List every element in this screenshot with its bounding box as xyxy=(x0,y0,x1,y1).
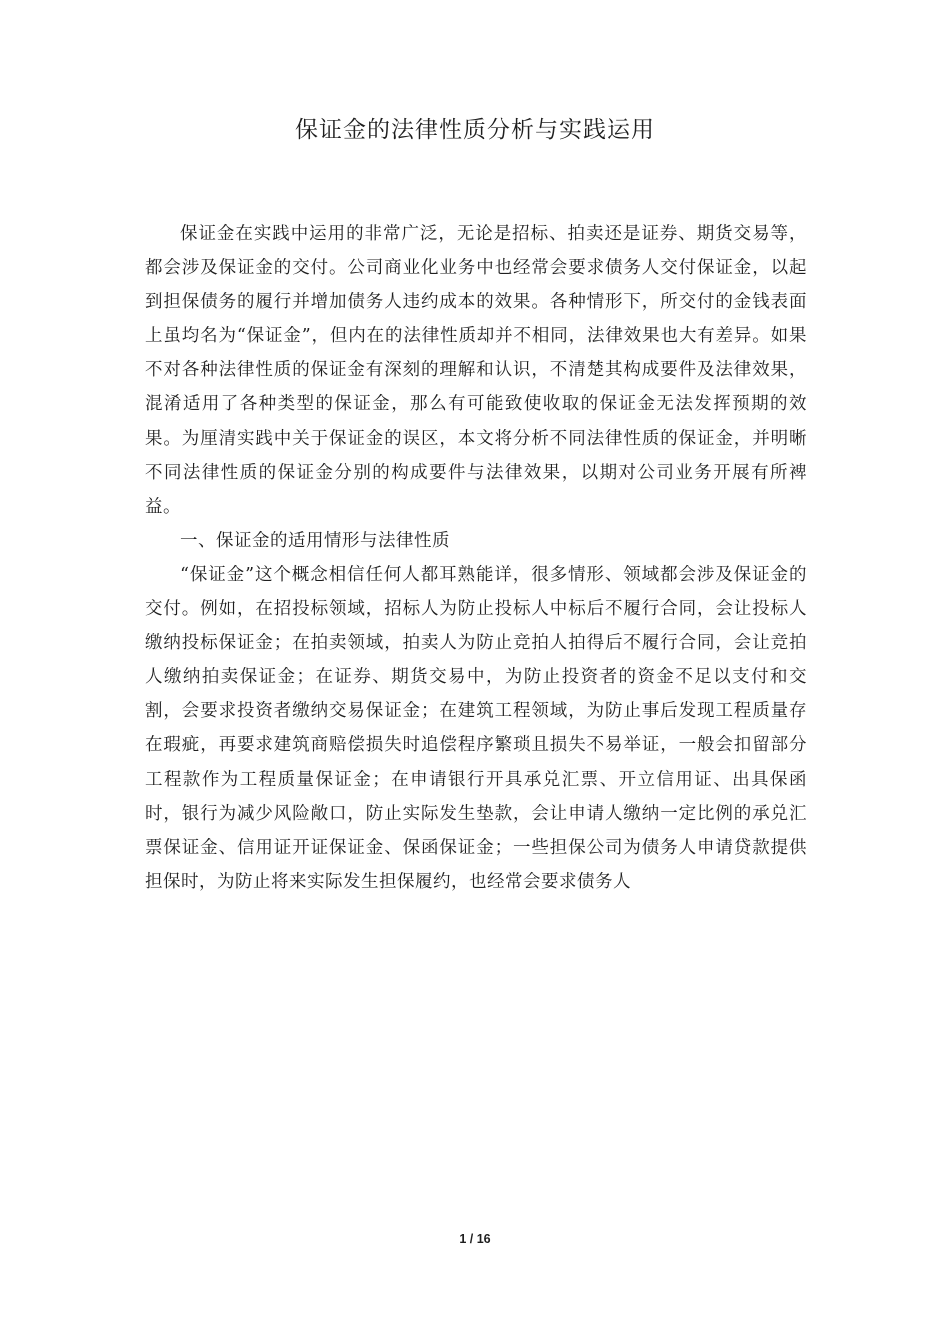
document-title: 保证金的法律性质分析与实践运用 xyxy=(295,117,655,143)
document-body xyxy=(145,217,807,899)
page-number: 1 / 16 xyxy=(459,1232,491,1246)
section-heading: 一、保证金的适用情形与法律性质 xyxy=(180,530,450,551)
section-paragraph: “保证金”这个概念相信任何人都耳熟能详，很多情形、领域都会涉及保证金的交付。例如，在招投标领域，招标人为防止投标人中标后不履行合同，会让投标人缴纳投标保证金；在拍卖领域，拍卖人为防止竞拍人拍得后不履行合同，会让竞拍人缴纳拍卖保证金；在证券、期货交易中，为防止投资者的资金不足以支付和交割，会要求投资者缴纳交易保证金；在建筑工程领域，为防止事后发现工程质量存在瑕疵，再要求建筑商赔偿损失时追偿程序繁琐且损失不易举证，一般会扣留部分工程款作为工程质量保证金；在申请银行开具承兑汇票、开立信用证、出具保函时，银行为减少风险敞口，防止实际发生垫款，会让申请人缴纳一定比例的承兑汇票保证金、信用证开证保证金、保函保证金；一些担保公司为债务人申请贷款提供担保时，为防止将来实际发生担保履约，也经常会要求债务人 xyxy=(145,564,807,892)
intro-paragraph: 保证金在实践中运用的非常广泛，无论是招标、拍卖还是证券、期货交易等，都会涉及保证金的交付。公司商业化业务中也经常会要求债务人交付保证金，以起到担保债务的履行并增加债务人违约成本的效果。各种情形下，所交付的金钱表面上虽均名为“保证金”，但内在的法律性质却并不相同，法律效果也大有差异。如果不对各种法律性质的保证金有深刻的理解和认识，不清楚其构成要件及法律效果，混淆适用了各种类型的保证金，那么有可能致使收取的保证金无法发挥预期的效果。为厘清实践中关于保证金的误区，本文将分析不同法律性质的保证金，并明晰不同法律性质的保证金分别的构成要件与法律效果，以期对公司业务开展有所裨益。 xyxy=(145,224,807,517)
